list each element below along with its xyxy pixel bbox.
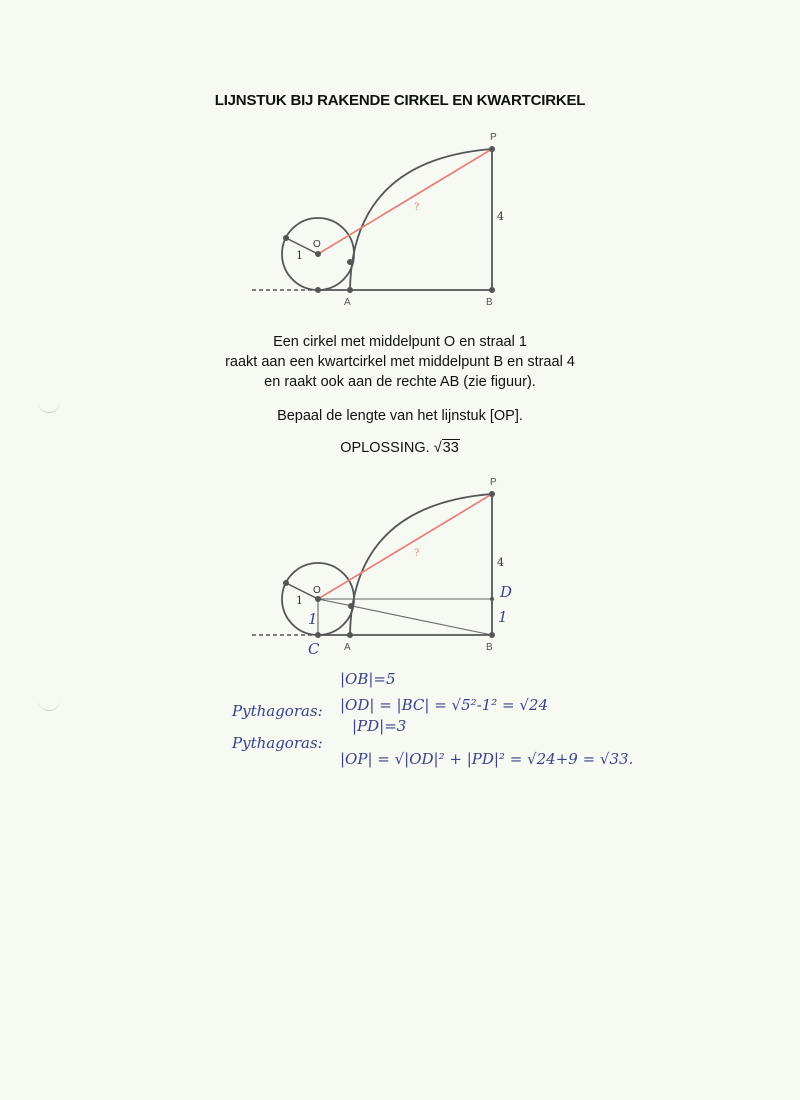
hand-line-1: |OB|=5 bbox=[340, 670, 396, 688]
label-side-2: 4 bbox=[497, 556, 504, 569]
label-o: O bbox=[313, 239, 321, 250]
label-b-2: B bbox=[486, 642, 493, 653]
label-radius: 1 bbox=[296, 249, 303, 262]
label-a: A bbox=[344, 297, 351, 308]
label-side: 4 bbox=[497, 210, 504, 223]
problem-question: Bepaal de lengte van het lijnstuk [OP]. bbox=[277, 408, 523, 424]
label-b: B bbox=[486, 297, 493, 308]
hand-pythagoras-1: Pythagoras: bbox=[232, 702, 323, 720]
label-o-2: O bbox=[313, 585, 321, 596]
problem-line-1: Een cirkel met middelpunt O en straal 1 bbox=[273, 334, 527, 350]
problem-line-3: en raakt ook aan de rechte AB (zie figuur). bbox=[264, 374, 536, 390]
label-lower-side: 1 bbox=[498, 608, 508, 626]
problem-line-2: raakt aan een kwartcirkel met middelpunt B en straal 4 bbox=[225, 354, 575, 370]
label-left-side: 1 bbox=[308, 610, 318, 628]
label-p-2: P bbox=[490, 477, 497, 488]
solution-label: OPLOSSING. bbox=[340, 440, 430, 456]
label-d: D bbox=[500, 583, 513, 601]
hand-line-3: |PD|=3 bbox=[352, 717, 407, 735]
label-c: C bbox=[308, 640, 320, 658]
label-a-2: A bbox=[344, 642, 351, 653]
solution-value: 33 bbox=[442, 440, 459, 456]
solution-radical: √ bbox=[433, 440, 442, 456]
label-radius-2: 1 bbox=[296, 594, 303, 607]
label-p: P bbox=[490, 132, 497, 143]
hand-line-4: |OP| = √|OD|² + |PD|² = √24+9 = √33. bbox=[340, 750, 634, 768]
hand-line-2: |OD| = |BC| = √5²-1² = √24 bbox=[340, 696, 549, 714]
label-unknown-2: ? bbox=[414, 548, 420, 559]
label-unknown: ? bbox=[414, 202, 420, 213]
hand-pythagoras-2: Pythagoras: bbox=[232, 734, 323, 752]
page-title: LIJNSTUK BIJ RAKENDE CIRKEL EN KWARTCIRKEL bbox=[214, 92, 586, 109]
